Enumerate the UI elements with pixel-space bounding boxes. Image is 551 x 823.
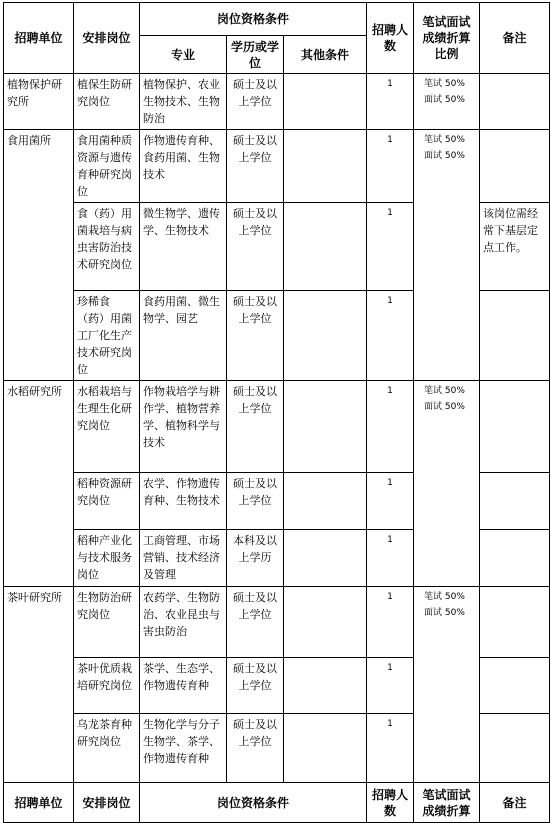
degree-cell: 硕士及以上学位 — [227, 291, 284, 381]
other-cell — [284, 203, 367, 291]
ratio-cell: 笔试 50% 面试 50% — [414, 130, 480, 381]
degree-cell: 硕士及以上学位 — [227, 714, 284, 783]
unit-cell: 水稻研究所 — [4, 381, 74, 587]
header-ratio: 笔试面试成绩折算比例 — [414, 3, 480, 74]
header-other: 其他条件 — [284, 36, 367, 74]
major-cell: 茶学、生态学、作物遗传育种 — [140, 658, 227, 714]
degree-cell: 硕士及以上学位 — [227, 203, 284, 291]
footer-count: 招聘人数 — [367, 783, 414, 823]
major-cell: 植物保护、农业生物技术、生物防治 — [140, 74, 227, 130]
remark-cell — [480, 714, 550, 783]
major-cell: 作物遗传育种、食药用菌、生物技术 — [140, 130, 227, 203]
header-post: 安排岗位 — [74, 3, 140, 74]
header-count: 招聘人数 — [367, 3, 414, 74]
count-cell: 1 — [367, 587, 414, 658]
remark-cell — [480, 291, 550, 381]
major-cell: 农药学、生物防治、农业昆虫与害虫防治 — [140, 587, 227, 658]
remark-cell — [480, 658, 550, 714]
degree-cell: 硕士及以上学位 — [227, 130, 284, 203]
count-cell: 1 — [367, 74, 414, 130]
header-degree: 学历或学位 — [227, 36, 284, 74]
count-cell: 1 — [367, 381, 414, 473]
footer-post: 安排岗位 — [74, 783, 140, 823]
remark-cell — [480, 74, 550, 130]
post-cell: 生物防治研究岗位 — [74, 587, 140, 658]
degree-cell: 本科及以上学历 — [227, 530, 284, 587]
other-cell — [284, 291, 367, 381]
major-cell: 作物栽培学与耕作学、植物营养学、植物科学与技术 — [140, 381, 227, 473]
post-cell: 食（药）用菌栽培与病虫害防治技术研究岗位 — [74, 203, 140, 291]
other-cell — [284, 130, 367, 203]
count-cell: 1 — [367, 130, 414, 203]
major-cell: 微生物学、遗传学、生物技术 — [140, 203, 227, 291]
other-cell — [284, 473, 367, 530]
degree-cell: 硕士及以上学位 — [227, 381, 284, 473]
unit-cell: 植物保护研究所 — [4, 74, 74, 130]
count-cell: 1 — [367, 473, 414, 530]
table-row — [4, 587, 550, 658]
remark-cell: 该岗位需经常下基层定点工作。 — [480, 203, 550, 291]
post-cell: 稻种产业化与技术服务岗位 — [74, 530, 140, 587]
header-qualification: 岗位资格条件 — [140, 3, 367, 36]
major-cell: 生物化学与分子生物学、茶学、作物遗传育种 — [140, 714, 227, 783]
degree-cell: 硕士及以上学位 — [227, 587, 284, 658]
unit-cell: 食用菌所 — [4, 130, 74, 381]
remark-cell — [480, 381, 550, 473]
footer-ratio: 笔试面试成绩折算 — [414, 783, 480, 823]
post-cell: 珍稀食（药）用菌工厂化生产技术研究岗位 — [74, 291, 140, 381]
table-row — [4, 74, 550, 130]
remark-cell — [480, 130, 550, 203]
count-cell: 1 — [367, 530, 414, 587]
degree-cell: 硕士及以上学位 — [227, 658, 284, 714]
other-cell — [284, 74, 367, 130]
other-cell — [284, 587, 367, 658]
remark-cell — [480, 587, 550, 658]
degree-cell: 硕士及以上学位 — [227, 473, 284, 530]
ratio-cell: 笔试 50% 面试 50% — [414, 74, 480, 130]
count-cell: 1 — [367, 658, 414, 714]
footer-remark: 备注 — [480, 783, 550, 823]
post-cell: 乌龙茶育种研究岗位 — [74, 714, 140, 783]
header-major: 专业 — [140, 36, 227, 74]
post-cell: 稻种资源研究岗位 — [74, 473, 140, 530]
post-cell: 植保生防研究岗位 — [74, 74, 140, 130]
other-cell — [284, 381, 367, 473]
ratio-cell: 笔试 50% 面试 50% — [414, 381, 480, 587]
remark-cell — [480, 473, 550, 530]
unit-cell: 茶叶研究所 — [4, 587, 74, 783]
major-cell: 工商管理、市场营销、技术经济及管理 — [140, 530, 227, 587]
other-cell — [284, 658, 367, 714]
other-cell — [284, 714, 367, 783]
count-cell: 1 — [367, 203, 414, 291]
recruitment-table — [3, 2, 550, 823]
major-cell: 食药用菌、微生物学、园艺 — [140, 291, 227, 381]
count-cell: 1 — [367, 714, 414, 783]
post-cell: 茶叶优质栽培研究岗位 — [74, 658, 140, 714]
other-cell — [284, 530, 367, 587]
header-remark: 备注 — [480, 3, 550, 74]
major-cell: 农学、作物遗传育种、生物技术 — [140, 473, 227, 530]
header-unit: 招聘单位 — [4, 3, 74, 74]
table-row — [4, 381, 550, 473]
post-cell: 水稻栽培与生理生化研究岗位 — [74, 381, 140, 473]
footer-unit: 招聘单位 — [4, 783, 74, 823]
footer-qualification: 岗位资格条件 — [140, 783, 367, 823]
remark-cell — [480, 530, 550, 587]
table-row — [4, 130, 550, 203]
post-cell: 食用菌种质资源与遗传育种研究岗位 — [74, 130, 140, 203]
count-cell: 1 — [367, 291, 414, 381]
degree-cell: 硕士及以上学位 — [227, 74, 284, 130]
ratio-cell: 笔试 50% 面试 50% — [414, 587, 480, 783]
